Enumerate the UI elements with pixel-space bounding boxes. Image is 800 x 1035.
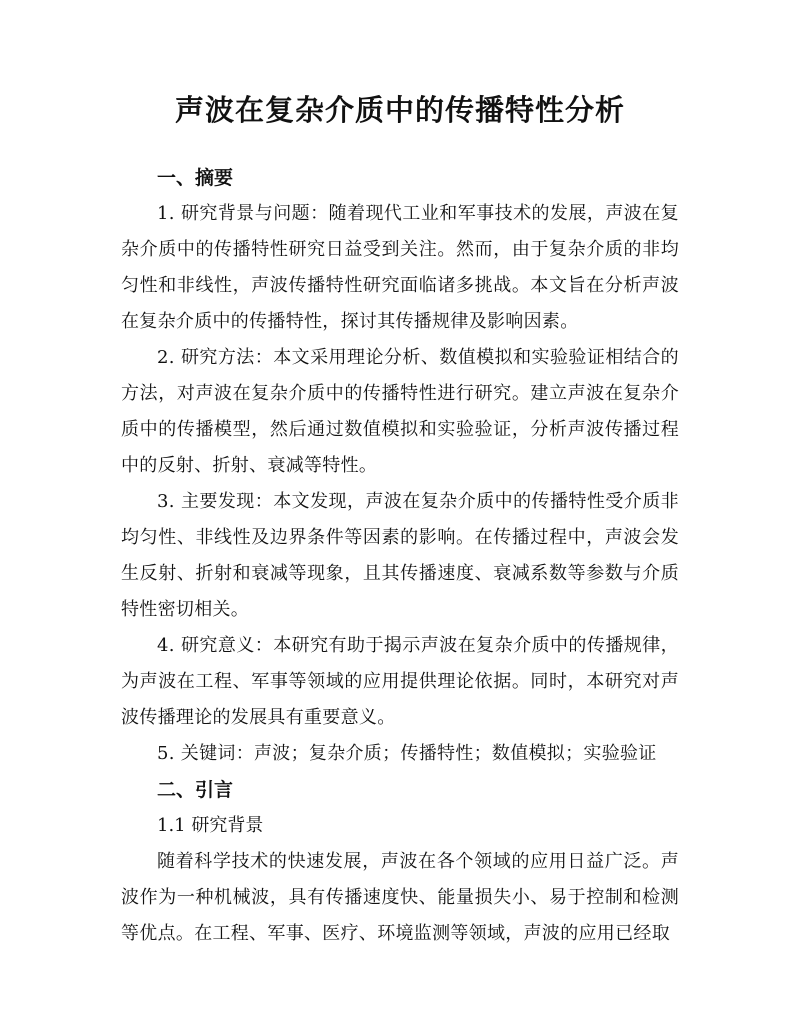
intro-heading: 二、引言 (157, 779, 234, 801)
intro-subheading: 1.1 研究背景 (157, 815, 264, 836)
abstract-item-3: 3. 主要发现：本文发现，声波在复杂介质中的传播特性受介质非均匀性、非线性及边界条件等因素的影响。在传播过程中，声波会发生反射、折射和衰减等现象，且其传播速度、衰减系数等参数与介质特性密切相关。 (121, 491, 679, 620)
abstract-item-5: 5. 关键词：声波；复杂介质；传播特性；数值模拟；实验验证 (157, 743, 657, 764)
document-title: 声波在复杂介质中的传播特性分析 (174, 93, 625, 127)
abstract-heading: 一、摘要 (157, 167, 234, 189)
intro-paragraph: 随着科学技术的快速发展，声波在各个领域的应用日益广泛。声波作为一种机械波，具有传播速度快、能量损失小、易于控制和检测等优点。在工程、军事、医疗、环境监测等领域，声波的应用已经取 (121, 851, 679, 944)
abstract-item-2: 2. 研究方法：本文采用理论分析、数值模拟和实验验证相结合的方法，对声波在复杂介质中的传播特性进行研究。建立声波在复杂介质中的传播模型，然后通过数值模拟和实验验证，分析声波传播过程中的反射、折射、衰减等特性。 (121, 347, 679, 476)
abstract-item-4: 4. 研究意义：本研究有助于揭示声波在复杂介质中的传播规律，为声波在工程、军事等领域的应用提供理论依据。同时，本研究对声波传播理论的发展具有重要意义。 (121, 635, 679, 728)
abstract-item-1: 1. 研究背景与问题：随着现代工业和军事技术的发展，声波在复杂介质中的传播特性研究日益受到关注。然而，由于复杂介质的非均匀性和非线性，声波传播特性研究面临诸多挑战。本文旨在分析声波在复杂介质中的传播特性，探讨其传播规律及影响因素。 (121, 203, 679, 332)
